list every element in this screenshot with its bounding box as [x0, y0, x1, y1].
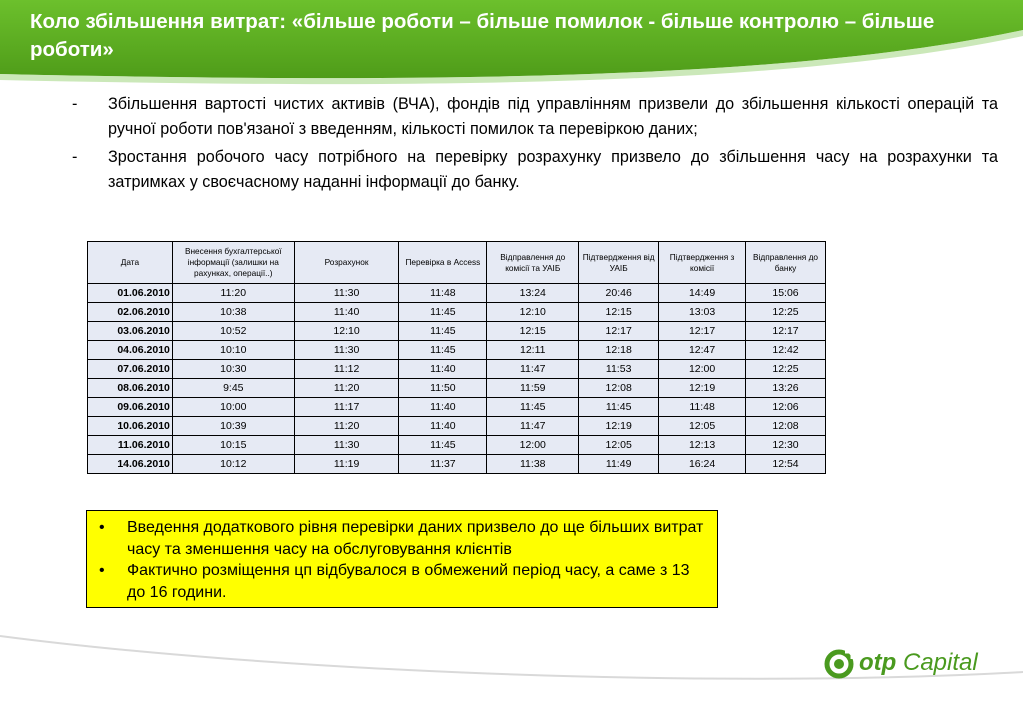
time-cell: 12:06	[746, 398, 826, 417]
time-cell: 12:17	[746, 322, 826, 341]
time-cell: 12:47	[659, 341, 746, 360]
time-cell: 12:25	[746, 360, 826, 379]
callout-item	[97, 517, 709, 560]
time-cell: 11:50	[399, 379, 487, 398]
date-cell: 10.06.2010	[88, 417, 173, 436]
bullet-item	[70, 145, 998, 194]
table-row	[88, 436, 826, 455]
table-body	[88, 284, 826, 474]
bullet-list	[70, 92, 998, 198]
time-cell: 12:17	[659, 322, 746, 341]
time-cell: 12:11	[487, 341, 579, 360]
time-cell: 11:40	[399, 398, 487, 417]
time-cell: 12:05	[659, 417, 746, 436]
table-row	[88, 284, 826, 303]
time-cell: 11:30	[294, 284, 399, 303]
time-cell: 12:10	[294, 322, 399, 341]
time-cell: 11:30	[294, 436, 399, 455]
time-cell: 11:20	[294, 417, 399, 436]
column-header: Підтвердження від УАІБ	[579, 242, 659, 284]
time-cell: 12:18	[579, 341, 659, 360]
time-cell: 12:19	[659, 379, 746, 398]
time-cell: 9:45	[172, 379, 294, 398]
time-cell: 11:53	[579, 360, 659, 379]
callout-marker: •	[99, 519, 105, 536]
time-cell: 11:45	[579, 398, 659, 417]
time-cell: 10:38	[172, 303, 294, 322]
column-header: Внесення бухгалтерської інформації (залишки на рахунках, операції..)	[172, 242, 294, 284]
time-cell: 12:05	[579, 436, 659, 455]
time-cell: 11:40	[294, 303, 399, 322]
table-row	[88, 417, 826, 436]
time-cell: 13:03	[659, 303, 746, 322]
time-cell: 12:00	[487, 436, 579, 455]
date-cell: 11.06.2010	[88, 436, 173, 455]
column-header: Перевірка в Access	[399, 242, 487, 284]
logo-wordmark	[859, 647, 978, 679]
date-cell: 14.06.2010	[88, 455, 173, 474]
time-cell: 13:24	[487, 284, 579, 303]
time-cell: 12:08	[579, 379, 659, 398]
date-cell: 08.06.2010	[88, 379, 173, 398]
otp-logo-icon	[823, 648, 855, 680]
bullet-text: Зростання робочого часу потрібного на перевірку розрахунку призвело до збільшення часу на розрахунки та затримках у своєчасному наданні інформації до банку.	[108, 148, 998, 191]
time-cell: 10:10	[172, 341, 294, 360]
time-cell: 12:08	[746, 417, 826, 436]
time-cell: 10:39	[172, 417, 294, 436]
callout-item	[97, 560, 709, 603]
time-cell: 11:48	[659, 398, 746, 417]
time-cell: 12:17	[579, 322, 659, 341]
timing-table	[87, 241, 826, 474]
table-row	[88, 341, 826, 360]
time-cell: 11:59	[487, 379, 579, 398]
time-cell: 12:15	[579, 303, 659, 322]
column-header: Розрахунок	[294, 242, 399, 284]
callout-marker: •	[99, 562, 105, 579]
date-cell: 02.06.2010	[88, 303, 173, 322]
time-cell: 13:26	[746, 379, 826, 398]
time-cell: 10:15	[172, 436, 294, 455]
time-cell: 14:49	[659, 284, 746, 303]
callout-text: Фактично розміщення цп відбувалося в обмежений період часу, а саме з 13 до 16 години.	[127, 562, 690, 601]
time-cell: 11:40	[399, 360, 487, 379]
time-cell: 11:30	[294, 341, 399, 360]
time-cell: 11:20	[172, 284, 294, 303]
time-cell: 11:45	[399, 436, 487, 455]
time-cell: 12:54	[746, 455, 826, 474]
slide-title: Коло збільшення витрат: «більше роботи – більше помилок - більше контролю – більше роботи»	[30, 10, 935, 61]
column-header: Дата	[88, 242, 173, 284]
time-cell: 11:38	[487, 455, 579, 474]
time-cell: 11:45	[487, 398, 579, 417]
table-header-row	[88, 242, 826, 284]
time-cell: 11:45	[399, 322, 487, 341]
title-banner	[0, 0, 1023, 90]
table-row	[88, 322, 826, 341]
bullet-marker: -	[72, 95, 78, 113]
time-cell: 11:45	[399, 341, 487, 360]
time-cell: 20:46	[579, 284, 659, 303]
time-cell: 12:30	[746, 436, 826, 455]
table-row	[88, 455, 826, 474]
logo-suffix: Capital	[902, 649, 978, 676]
callout-text: Введення додаткового рівня перевірки даних призвело до ще більших витрат часу та зменшення часу на обслуговування клієнтів	[127, 519, 704, 558]
time-cell: 12:13	[659, 436, 746, 455]
time-cell: 11:49	[579, 455, 659, 474]
callout-list	[97, 517, 709, 603]
date-cell: 03.06.2010	[88, 322, 173, 341]
time-cell: 11:20	[294, 379, 399, 398]
time-cell: 10:00	[172, 398, 294, 417]
time-cell: 11:40	[399, 417, 487, 436]
time-cell: 10:52	[172, 322, 294, 341]
table-row	[88, 398, 826, 417]
logo-brand: otp	[859, 649, 897, 676]
table-row	[88, 303, 826, 322]
time-cell: 11:37	[399, 455, 487, 474]
time-cell: 11:47	[487, 360, 579, 379]
column-header: Відправлення до банку	[746, 242, 826, 284]
time-cell: 12:00	[659, 360, 746, 379]
bullet-marker: -	[72, 148, 78, 166]
time-cell: 11:48	[399, 284, 487, 303]
time-cell: 11:45	[399, 303, 487, 322]
time-cell: 10:12	[172, 455, 294, 474]
table-row	[88, 379, 826, 398]
time-cell: 12:42	[746, 341, 826, 360]
time-cell: 12:15	[487, 322, 579, 341]
time-cell: 12:10	[487, 303, 579, 322]
table-row	[88, 360, 826, 379]
date-cell: 01.06.2010	[88, 284, 173, 303]
bullet-text: Збільшення вартості чистих активів (ВЧА), фондів під управлінням призвели до збільшення кількості операцій та ручної роботи пов'язаної з введенням, кількості помилок та перевіркою даних;	[108, 95, 998, 138]
time-cell: 16:24	[659, 455, 746, 474]
callout-box	[86, 510, 718, 608]
time-cell: 11:19	[294, 455, 399, 474]
date-cell: 04.06.2010	[88, 341, 173, 360]
bullet-item	[70, 92, 998, 141]
time-cell: 15:06	[746, 284, 826, 303]
column-header: Підтвердження з комісії	[659, 242, 746, 284]
date-cell: 09.06.2010	[88, 398, 173, 417]
column-header: Відправлення до комісії та УАІБ	[487, 242, 579, 284]
time-cell: 11:47	[487, 417, 579, 436]
time-cell: 10:30	[172, 360, 294, 379]
time-cell: 11:12	[294, 360, 399, 379]
date-cell: 07.06.2010	[88, 360, 173, 379]
time-cell: 12:25	[746, 303, 826, 322]
time-cell: 12:19	[579, 417, 659, 436]
otp-capital-logo	[823, 646, 993, 682]
time-cell: 11:17	[294, 398, 399, 417]
